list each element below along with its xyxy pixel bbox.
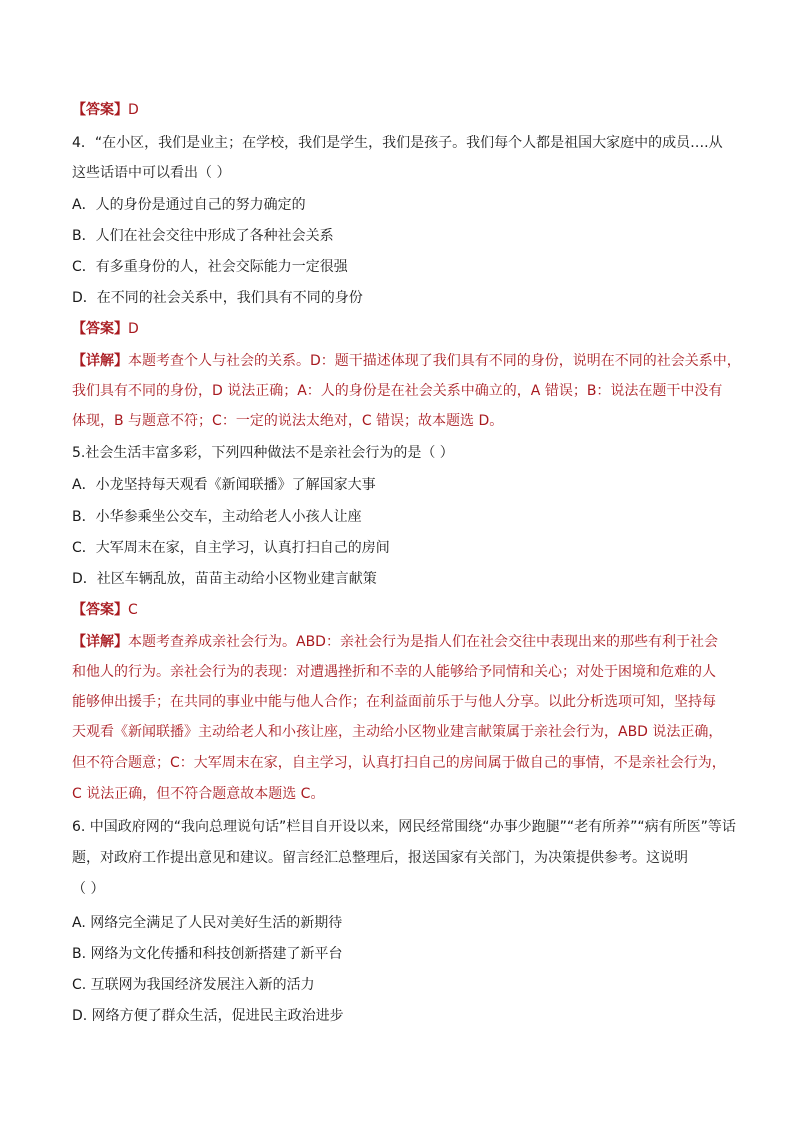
q5-analysis-line-4: 天观看《新闻联播》主动给老人和小孩让座，主动给小区物业建言献策属于亲社会行为，ABD 说法正确， xyxy=(72,724,723,740)
q6-option-b: B. 网络为文化传播和科技创新搭建了新平台 xyxy=(72,946,343,962)
answer-label: 【答案】 xyxy=(72,102,128,118)
q4-stem-line-2: 这些话语中可以看出（ ） xyxy=(72,165,231,181)
q5-stem: 5.社会生活丰富多彩，下列四种做法不是亲社会行为的是（ ） xyxy=(72,445,454,461)
q5-option-b: B．小华参乘坐公交车，主动给老人小孩人让座 xyxy=(72,509,362,525)
answer-label: 【答案】 xyxy=(72,602,128,618)
q5-analysis-line-3: 能够伸出援手；在共同的事业中能与他人合作；在利益面前乐于与他人分享。以此分析选项可知，坚持每 xyxy=(72,694,716,710)
q5-option-c: C．大军周末在家，自主学习，认真打扫自己的房间 xyxy=(72,540,390,556)
q4-stem-line-1: 4．“在小区，我们是业主；在学校，我们是学生，我们是孩子。我们每个人都是祖国大家庭中的成员….从 xyxy=(72,135,723,151)
answer-label: 【答案】 xyxy=(72,321,128,337)
q4-option-d: D．在不同的社会关系中，我们具有不同的身份 xyxy=(72,290,363,306)
q6-option-d: D. 网络方便了群众生活，促进民主政治进步 xyxy=(72,1008,344,1024)
q6-option-c: C. 互联网为我国经济发展注入新的活力 xyxy=(72,977,315,993)
q5-answer xyxy=(72,600,732,620)
q4-analysis-line-1 xyxy=(72,351,741,371)
q4-analysis-line-2: 我们具有不同的身份，D 说法正确；A：人的身份是在社会关系中确立的，A 错误；B：说法在题干中没有 xyxy=(72,383,723,399)
q4-option-b: B．人们在社会交往中形成了各种社会关系 xyxy=(72,228,334,244)
q6-stem-line-1: 6. 中国政府网的“我向总理说句话”栏目自开设以来，网民经常围绕“办事少跑腿”“老有所养”“病有所医”等话 xyxy=(72,819,736,835)
q6-stem-line-3: （ ） xyxy=(72,881,105,897)
analysis-text: 本题考查养成亲社会行为。ABD：亲社会行为是指人们在社会交往中表现出来的那些有利于社会 xyxy=(128,634,718,650)
answer-value: C xyxy=(128,602,138,618)
analysis-label: 【详解】 xyxy=(72,634,128,650)
q4-option-a: A．人的身份是通过自己的努力确定的 xyxy=(72,197,306,213)
q6-stem-line-2: 题，对政府工作提出意见和建议。留言经汇总整理后，报送国家有关部门，为决策提供参考。这说明 xyxy=(72,850,688,866)
q5-option-d: D．社区车辆乱放，苗苗主动给小区物业建言献策 xyxy=(72,571,377,587)
q5-analysis-line-1 xyxy=(72,632,732,652)
q3-answer xyxy=(72,100,732,120)
analysis-label: 【详解】 xyxy=(72,353,128,369)
q5-analysis-line-6: C 说法正确，但不符合题意故本题选 C。 xyxy=(72,786,325,802)
q4-option-c: C．有多重身份的人，社会交际能力一定很强 xyxy=(72,259,348,275)
q5-analysis-line-2: 和他人的行为。亲社会行为的表现：对遭遇挫折和不幸的人能够给予同情和关心；对处于困境和危难的人 xyxy=(72,664,716,680)
answer-value: D xyxy=(128,102,139,118)
answer-value: D xyxy=(128,321,139,337)
q6-option-a: A. 网络完全满足了人民对美好生活的新期待 xyxy=(72,915,343,931)
q5-option-a: A．小龙坚持每天观看《新闻联播》了解国家大事 xyxy=(72,477,376,493)
analysis-text: 本题考查个人与社会的关系。D：题干描述体现了我们具有不同的身份，说明在不同的社会关系中， xyxy=(128,353,741,369)
q4-answer xyxy=(72,319,732,339)
q4-analysis-line-3: 体现，B 与题意不符；C：一定的说法太绝对，C 错误；故本题选 D。 xyxy=(72,413,504,429)
q5-analysis-line-5: 但不符合题意；C：大军周末在家，自主学习，认真打扫自己的房间属于做自己的事情，不是亲社会行为， xyxy=(72,755,726,771)
